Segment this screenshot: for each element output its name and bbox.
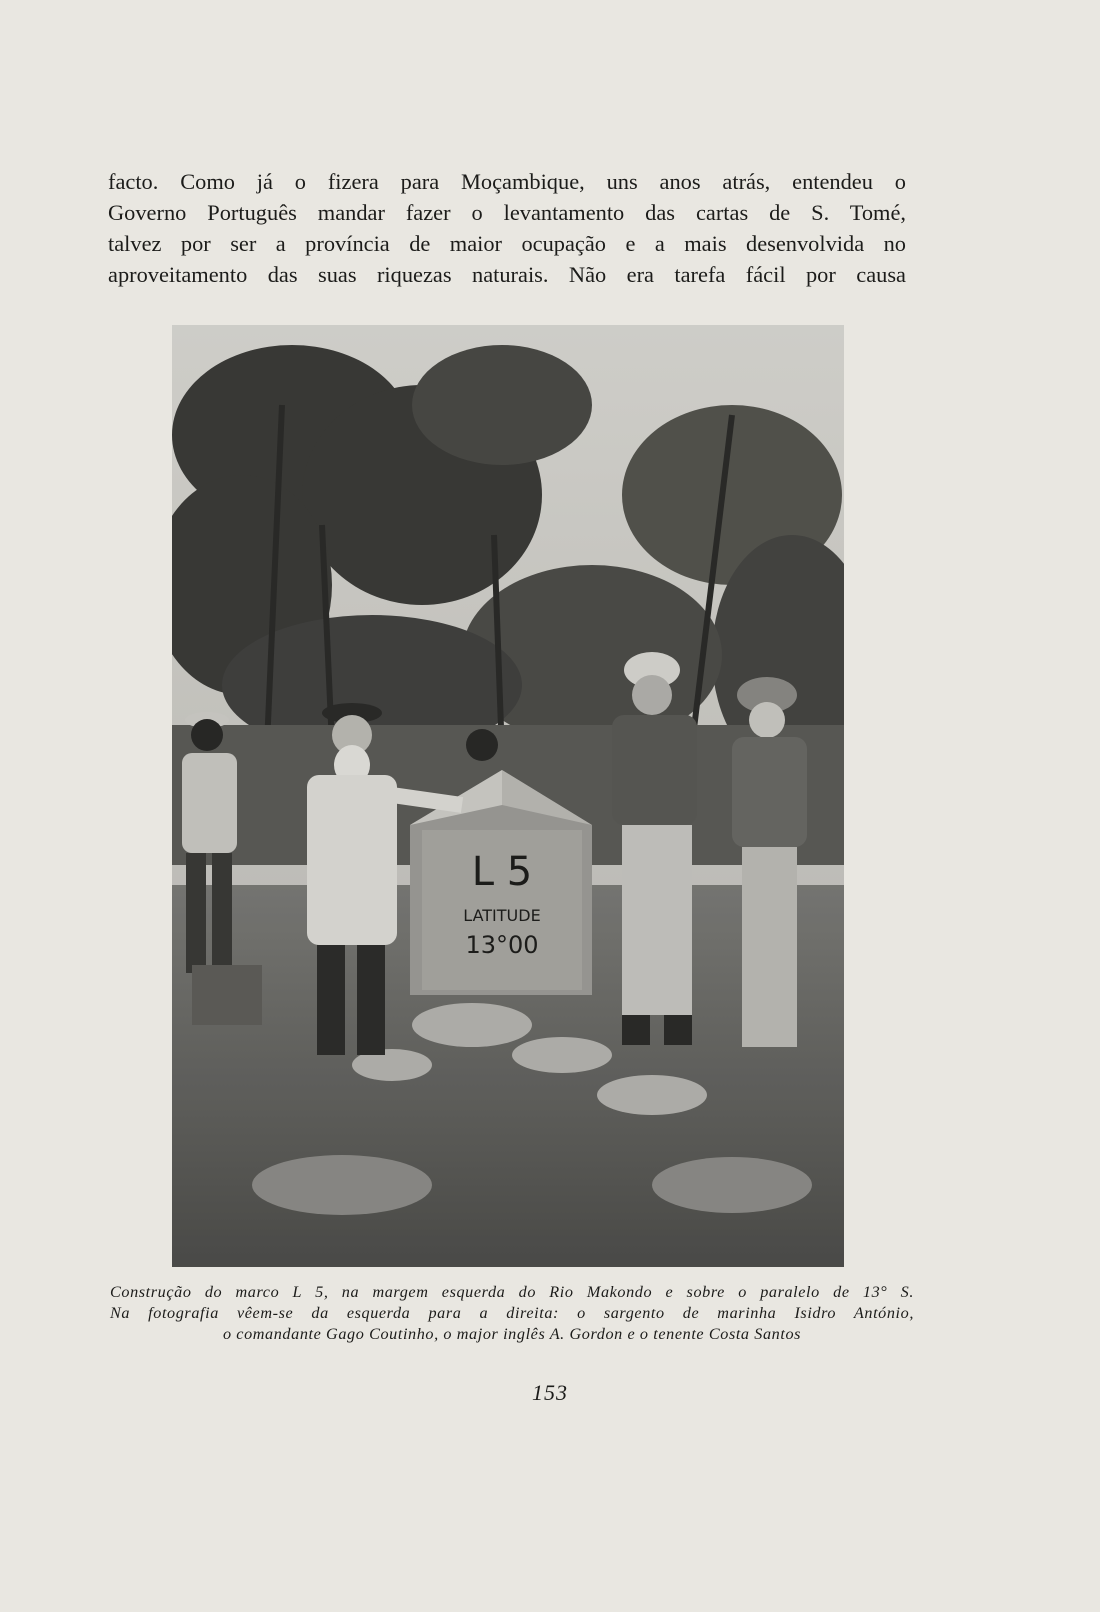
photo-illustration <box>172 325 844 1267</box>
caption-line: Na fotografia vêem-se da esquerda para a direita: o sargento de marinha Isidro António, <box>110 1304 914 1322</box>
body-text-line: facto. Como já o fizera para Moçambique, uns anos atrás, entendeu o <box>108 169 906 194</box>
body-text <box>108 166 906 290</box>
historical-photograph <box>172 325 844 1267</box>
photo-tone <box>172 325 844 1267</box>
caption-line: o comandante Gago Coutinho, o major inglês A. Gordon e o tenente Costa Santos <box>222 1325 802 1343</box>
marker-sub-label: LATITUDE <box>463 906 541 925</box>
body-text-line: Governo Português mandar fazer o levantamento das cartas de S. Tomé, <box>108 200 906 225</box>
caption-line: Construção do marco L 5, na margem esquerda do Rio Makondo e sobre o paralelo de 13° S. <box>110 1283 914 1301</box>
marker-latitude: 13°00 <box>465 931 539 959</box>
body-text-line: aproveitamento das suas riquezas naturais. Não era tarefa fácil por causa <box>108 262 906 287</box>
marker-label: L 5 <box>471 849 533 895</box>
photo-caption <box>110 1282 914 1345</box>
body-text-line: talvez por ser a província de maior ocupação e a mais desenvolvida no <box>108 231 906 256</box>
page-number: 153 <box>532 1380 568 1405</box>
